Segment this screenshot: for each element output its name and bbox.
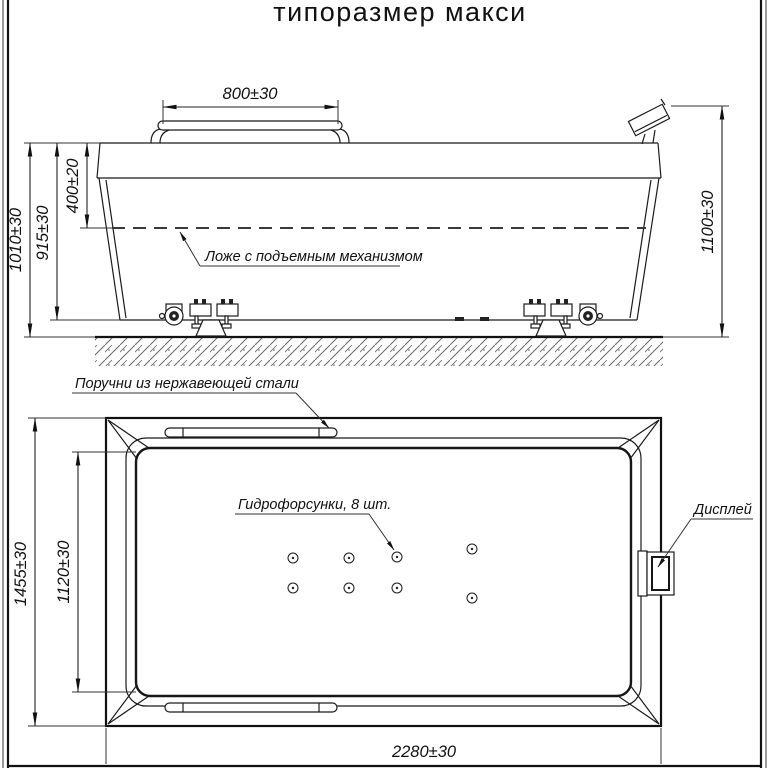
dim-text-400: 400±20 [64,158,82,214]
handrails-label: Поручни из нержавеющей стали [75,376,299,392]
feet-assembly-right [524,299,603,336]
page-title: типоразмер макси [273,0,527,27]
display-unit [638,551,674,596]
bed-label: Ложе с подъемным механизмом [205,249,423,265]
feet-assembly-left [160,299,239,336]
dim-width-overall [12,418,35,726]
handrail-plan-top [165,428,337,437]
dim-handrail-width [163,85,338,107]
dim-text-1120: 1120±30 [55,540,73,604]
dim-height-body [34,143,57,320]
tub-side-outline [97,143,661,321]
console-side [628,99,669,144]
tub-plan-rim-inner [136,448,631,696]
dim-width-inner [55,452,78,692]
dim-height-overall [7,143,30,337]
dim-text-1455: 1455±30 [12,541,30,607]
dim-length-overall [391,743,457,761]
handrail-side [151,121,349,143]
display-label: Дисплей [694,502,752,518]
side-view [7,85,729,366]
dim-text-1100: 1100±30 [699,190,717,254]
dim-text-1010: 1010±30 [7,207,25,273]
dim-text-800: 800±30 [222,85,278,103]
bed-callout [180,232,423,266]
side-extension-lines [24,100,729,337]
handrail-plan-bottom [165,703,337,712]
plan-view [12,376,753,764]
dim-text-915: 915±30 [34,205,52,261]
dim-text-2280: 2280±30 [391,743,457,761]
floor-hatch [95,338,663,366]
dim-height-right [699,106,722,337]
jets-label: Гидрофорсунки, 8 шт. [238,497,392,513]
dim-rim-to-bed [64,143,87,228]
